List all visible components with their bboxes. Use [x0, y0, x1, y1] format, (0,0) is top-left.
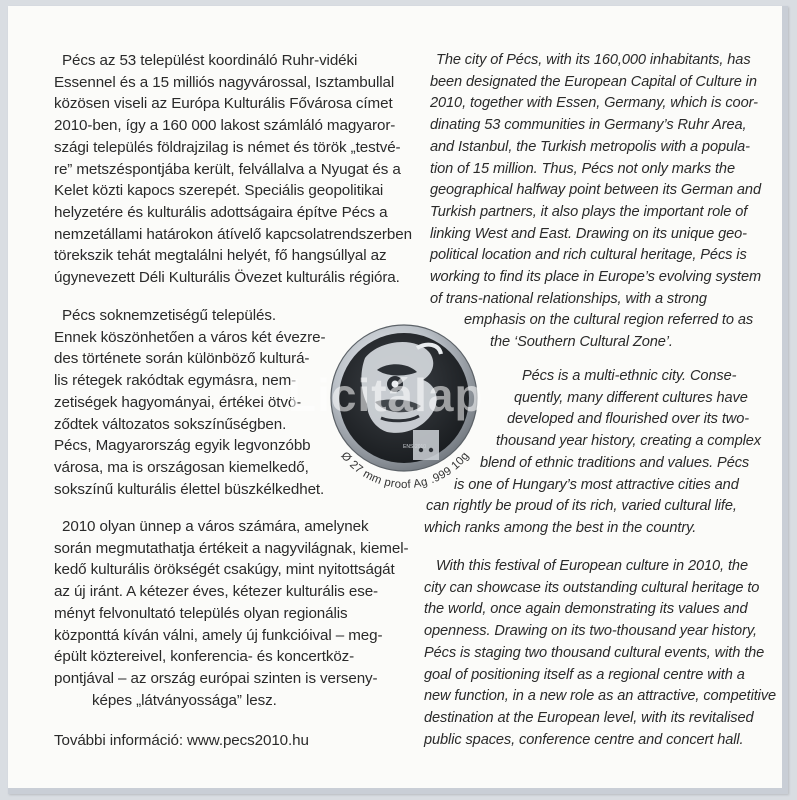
en-p2-line: thousand year history, creating a complex — [496, 433, 761, 450]
hu-p2-line: Pécs soknemzetiségű település. — [62, 307, 276, 324]
hu-p1-line: nemzetállami határokon átívelő kapcsolatrendszerben — [54, 225, 412, 243]
hu-p2-line: városa, ma is országosan kiemelkedő, — [54, 458, 309, 476]
hu-p3-line: során megmutathatja értékeit a nagyvilágnak, kiemel- — [54, 539, 409, 557]
hu-p1-line: úgynevezett Déli Kulturális Övezet kulturális régióra. — [54, 269, 400, 287]
en-p1-line: geographical halfway point between its German and — [430, 182, 761, 199]
english-paragraph-1 — [430, 50, 761, 354]
hu-p1-line: helyzetére és kulturális adottságaira építve Pécs a — [54, 203, 388, 221]
en-p3-line: new function, in a new role as an attractive, competitive — [424, 688, 777, 705]
en-p1-line: and Istanbul, the Turkish metropolis with a popula- — [430, 138, 750, 155]
hu-p2-line: lis rétegek rakódtak egymásra, nem- — [54, 372, 297, 390]
hu-p3-line: kedő kulturális örökségét csakúgy, mint nyitottságát — [54, 561, 395, 579]
hu-p1-line: re” metszéspontjába került, felvállalva a Nyugat és a — [54, 160, 401, 178]
hu-p3-line: ményt felvonultató település olyan regionális — [54, 604, 348, 622]
en-p1-line: Turkish partners, it also plays the important role of — [430, 203, 748, 220]
en-p2-line: can rightly be proud of its rich, varied cultural life, — [426, 498, 737, 515]
hu-p2-line: Pécs, Magyarország egyik legvonzóbb — [54, 437, 311, 455]
watermark-logo: Licitálap — [288, 369, 484, 421]
en-p2-line: Pécs is a multi-ethnic city. Conse- — [522, 368, 737, 384]
hu-p3-line: az új iránt. A kétezer éves, kétezer kulturális ese- — [54, 583, 379, 601]
hu-p2-line: des története során különböző kulturá- — [54, 350, 310, 368]
hu-p1-line: 2010-ben, így a 160 000 lakost számláló magyaror- — [54, 117, 396, 135]
info-text: További információ: www.pecs2010.hu — [54, 732, 309, 749]
hu-p1-line: Kelet közti kapocs szerepét. Speciális geopolitikai — [54, 182, 384, 200]
en-p3-line: destination at the European level, with its revitalised — [424, 709, 754, 726]
hu-p1-line: Pécs az 53 települést koordináló Ruhr-vidéki — [62, 52, 358, 69]
en-p1-line: of trans-national relationships, with a strong — [430, 290, 707, 307]
hu-p2-line: ződtek változatos sokszínűségben. — [54, 415, 287, 433]
hu-p1-line: Essennel és a 15 milliós nagyvárossal, Isztambullal — [54, 73, 395, 91]
hungarian-paragraph-3 — [54, 516, 408, 711]
hu-p2-line: zetiségek hagyományai, értékei ötvö- — [54, 393, 302, 411]
en-p2-line: developed and flourished over its two- — [507, 411, 750, 428]
hungarian-paragraph-2 — [54, 305, 325, 500]
hu-p1-line: szági település földrajzilag is német és török „testvé- — [54, 138, 401, 156]
hu-p3-line: épült köztereivel, konferencia- és koncertköz- — [54, 648, 355, 666]
en-p1-line: been designated the European Capital of Culture in — [430, 73, 757, 90]
en-p1-line: tion of 15 million. Thus, Pécs not only marks the — [430, 160, 735, 177]
en-p2-line: is one of Hungary’s most attractive cities and — [454, 476, 739, 493]
en-p1-line: political location and rich cultural heritage, Pécs is — [430, 247, 747, 264]
en-p1-line: 2010, together with Essen, Germany, which is coor- — [430, 95, 758, 112]
en-p1-line: linking West and East. Drawing on its unique geo- — [430, 225, 747, 242]
coin-spec-text: Ø 27 mm proof Ag .999 10g — [338, 449, 472, 492]
en-p1-line: working to find its place in Europe’s evolving system — [430, 269, 762, 286]
en-p3-line: openness. Drawing on its two-thousand year history, — [424, 623, 757, 640]
hu-p2-line: Ennek köszönhetően a város két évezre- — [54, 328, 326, 346]
en-p1-line: emphasis on the cultural region referred to as — [464, 312, 754, 329]
en-p1-line: dinating 53 communities in Germany’s Ruhr Area, — [430, 117, 747, 134]
svg-text:ENS·2010: ENS·2010 — [403, 444, 427, 450]
hu-p2-line: sokszínű kulturális élettel büszkélkedhet. — [54, 480, 325, 498]
en-p3-line: With this festival of European culture in 2010, the — [436, 558, 748, 574]
en-p3-line: Pécs is staging two thousand cultural events, with the — [424, 644, 765, 661]
hu-p3-line: képes „látványossága” lesz. — [92, 691, 277, 709]
en-p2-line: quently, many different cultures have — [514, 389, 748, 406]
hu-p3-line: 2010 olyan ünnep a város számára, amelynek — [62, 518, 369, 535]
en-p1-line: the ‘Southern Cultural Zone’. — [490, 334, 673, 351]
en-p1-line: The city of Pécs, with its 160,000 inhabitants, has — [436, 52, 751, 68]
hu-p3-line: pontjával – az ország európai szinten is verseny- — [54, 669, 378, 687]
en-p3-line: public spaces, conference centre and concert hall. — [424, 731, 744, 748]
info-line — [54, 730, 309, 752]
hu-p1-line: törekszik tehát megtalálni helyét, fő hangsúllyal az — [54, 247, 387, 265]
en-p3-line: goal of positioning itself as a regional centre with a — [424, 666, 745, 683]
hu-p3-line: központtá kíván válni, amely új funkcióival – meg- — [54, 626, 383, 644]
en-p3-line: the world, once again demonstrating its values and — [424, 601, 748, 618]
en-p2-line: which ranks among the best in the country. — [424, 519, 697, 536]
english-paragraph-3 — [424, 556, 776, 751]
en-p2-line: blend of ethnic traditions and values. Pécs — [480, 454, 750, 471]
en-p3-line: city can showcase its outstanding cultural heritage to — [424, 579, 760, 596]
hu-p1-line: közösen viseli az Európa Kulturális Fővárosa címet — [54, 95, 393, 113]
hungarian-paragraph-1 — [54, 50, 412, 289]
